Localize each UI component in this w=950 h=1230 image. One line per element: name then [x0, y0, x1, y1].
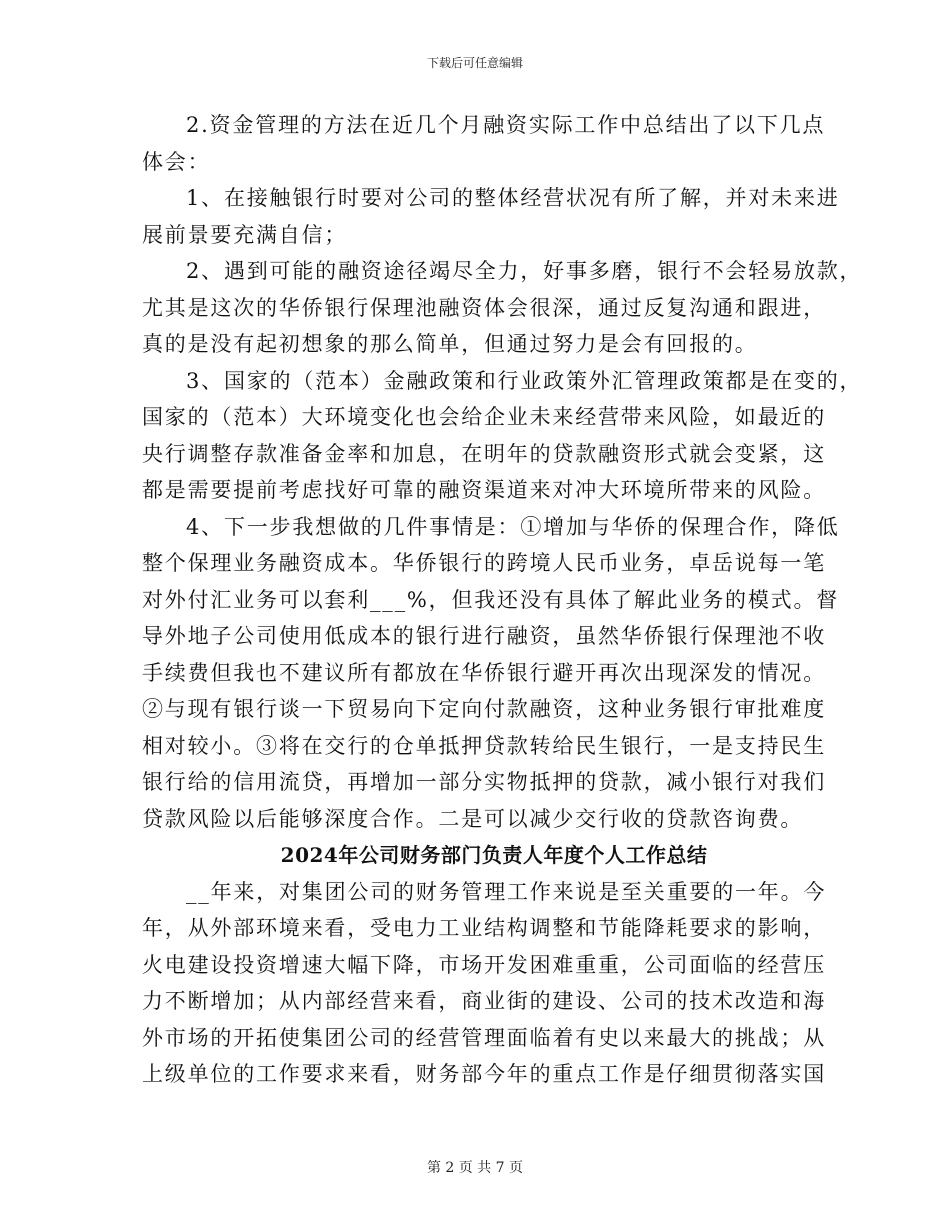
paragraph-line: 手续费但我也不建议所有都放在华侨银行避开再次出现深发的情况。: [142, 660, 826, 685]
paragraph-line: 火电建设投资增速大幅下降，市场开发困难重重，公司面临的经营压: [142, 952, 826, 977]
paragraph-line: 1、在接触银行时要对公司的整体经营状况有所了解，并对未来进: [186, 186, 840, 210]
paragraph-line: 银行给的信用流贷，再增加一部分实物抵押的贷款，减小银行对我们: [142, 770, 826, 794]
paragraph-line: 对外付汇业务可以套利___%，但我还没有具体了解此业务的模式。督: [142, 587, 840, 612]
paragraph-line: 贷款风险以后能够深度合作。二是可以减少交行收的贷款咨询费。: [142, 806, 804, 831]
paragraph-line: 尤其是这次的华侨银行保理池融资体会很深，通过反复沟通和跟进，: [142, 295, 826, 320]
paragraph-line: 2.资金管理的方法在近几个月融资实际工作中总结出了以下几点: [186, 113, 826, 137]
section-title: 2024年公司财务部门负责人年度个人工作总结: [280, 843, 708, 867]
paragraph-line: 力不断增加；从内部经营来看，商业街的建设、公司的技术改造和海: [142, 989, 826, 1013]
paragraph-line: __年来，对集团公司的财务管理工作来说是至关重要的一年。今: [186, 879, 827, 904]
paragraph-line: 上级单位的工作要求来看，财务部今年的重点工作是仔细贯彻落实国: [142, 1062, 826, 1086]
paragraph-line: 4、下一步我想做的几件事情是：①增加与华侨的保理合作，降低: [186, 514, 840, 539]
paragraph-line: 外市场的开拓使集团公司的经营管理面临着有史以来最大的挑战；从: [142, 1025, 826, 1050]
paragraph-line: 整个保理业务融资成本。华侨银行的跨境人民币业务，卓岳说每一笔: [142, 551, 826, 575]
paragraph-line: 相对较小。③将在交行的仓单抵押贷款转给民生银行，一是支持民生: [142, 733, 826, 758]
paragraph-line: 展前景要充满自信；: [142, 222, 348, 247]
paragraph-line: 央行调整存款准备金率和加息，在明年的贷款融资形式就会变紧，这: [142, 441, 826, 466]
paragraph-line: ②与现有银行谈一下贸易向下定向付款融资，这种业务银行审批难度: [142, 697, 826, 721]
document-body: [142, 107, 863, 1093]
paragraph-line: 国家的（范本）大环境变化也会给企业未来经营带来风险，如最近的: [142, 405, 826, 429]
paragraph-line: 年，从外部环境来看，受电力工业结构调整和节能降耗要求的影响，: [142, 916, 826, 940]
paragraph-line: 2、遇到可能的融资途径竭尽全力，好事多磨，银行不会轻易放款，: [186, 259, 863, 283]
paragraph-line: 导外地子公司使用低成本的银行进行融资，虽然华侨银行保理池不收: [142, 624, 826, 648]
page-footer: 第 2 页 共 7 页: [426, 1160, 524, 1176]
paragraph-line: 真的是没有起初想象的那么简单，但通过努力是会有回报的。: [142, 332, 758, 356]
page-header: 下载后可任意编辑: [426, 56, 523, 70]
paragraph-line: 3、国家的（范本）金融政策和行业政策外汇管理政策都是在变的，: [186, 368, 863, 393]
paragraph-line: 都是需要提前考虑找好可靠的融资渠道来对冲大环境所带来的风险。: [142, 478, 826, 502]
paragraph-line: 体会：: [142, 149, 211, 174]
